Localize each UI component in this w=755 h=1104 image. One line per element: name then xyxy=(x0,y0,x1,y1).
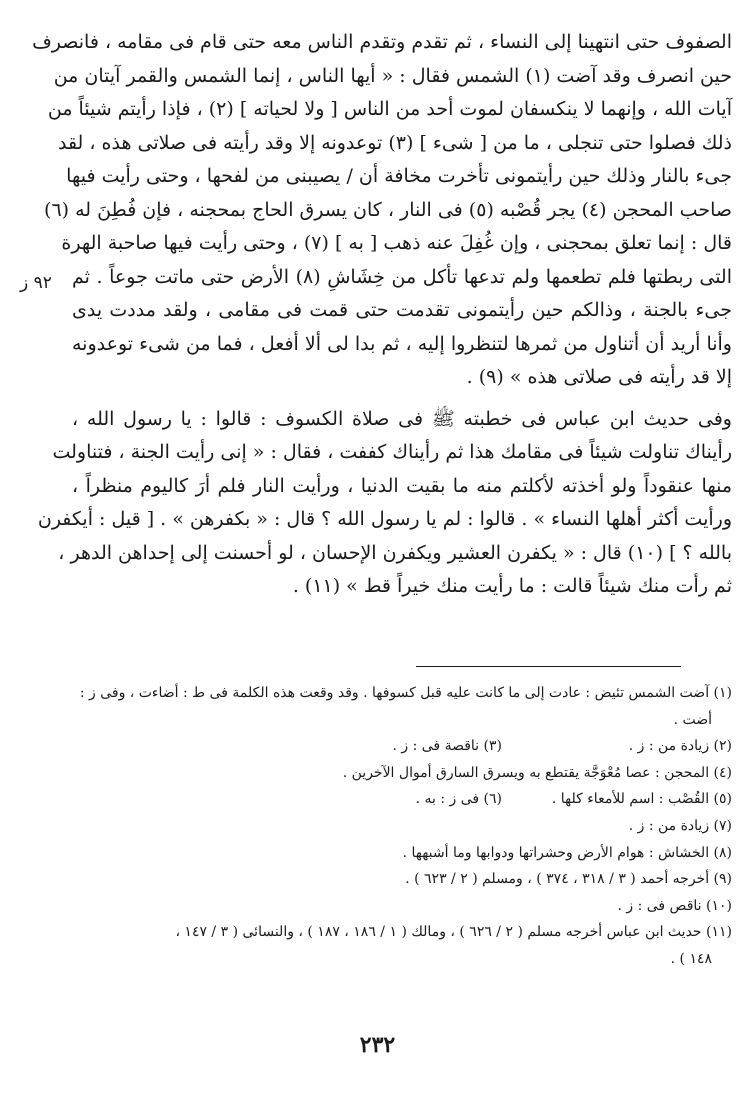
text-line: ثم رأت منك شيئاً قالت : ما رأيت منك خيراً قط » (١١) . xyxy=(292,575,732,597)
footnote-11-continued: ١٤٨ ) . xyxy=(670,950,712,967)
footnote-1: (١) آضت الشمس تئيض : عادت إلى ما كانت عليه قبل كسوفها . وقد وقعت هذه الكلمة فى ط : أضاءت ، وفى ز : xyxy=(79,685,732,701)
footnote-7: (٧) زيادة من : ز . xyxy=(628,817,732,834)
footnote-row xyxy=(72,786,732,813)
text-line: ذلك فصلوا حتى تنجلى ، ما من [ شىء ] (٣) توعدونه إلا وقد رأيته فى صلاتى هذه ، لقد xyxy=(57,131,732,154)
footnote-11: (١١) حديث ابن عباس أخرجه مسلم ( ٢ / ٦٢٦ ) ، ومالك ( ١ / ١٨٦ ، ١٨٧ ) ، والنسائى ( ٣ / ١٤٧ ، xyxy=(175,924,732,941)
text-line: التى ربطتها فلم تطعمها ولم تدعها تأكل من خِشَاشِ (٨) الأرض حتى ماتت جوعاً . ثم xyxy=(72,265,732,288)
page-number: ٢٣٢ xyxy=(359,1032,396,1058)
text-line: صاحب المحجن (٤) يجر قُصْبه (٥) فى النار ، كان يسرق الحاج بمحجنه ، فإن فُطِنَ له (٦) xyxy=(44,198,732,221)
text-line: منها عنقوداً ولو أخذته لأكلتم منه ما بقيت الدنيا ، ورأيت النار فلم أرَ كاليوم منظراً ، xyxy=(72,474,732,497)
text-line: إلا قد رأيته فى صلاتى هذه » (٩) . xyxy=(466,366,732,388)
footnote-4: (٤) المحجن : عصا مُعْوَجَّة يقتطع به ويسرق السارق أموال الآخرين . xyxy=(342,764,732,781)
footnote-separator xyxy=(416,666,681,667)
footnote-10: (١٠) ناقص فى : ز . xyxy=(617,897,732,914)
paragraph-gap xyxy=(72,395,732,403)
footnote-row xyxy=(72,733,732,760)
footnote-2: (٢) زيادة من : ز . xyxy=(628,738,732,755)
footnote-8: (٨) الخشاش : هوام الأرض وحشراتها ودوابها وما أشبهها . xyxy=(402,844,732,861)
text-line: الصفوف حتى انتهينا إلى النساء ، ثم تقدم وتقدم الناس معه حتى قام فى مقامه ، فانصرف xyxy=(32,31,732,53)
text-line: آيات الله ، وإنهما لا ينكسفان لموت أحد من الناس [ ولا لحياته ] (٢) ، فإذا رأيتم شيئاً من xyxy=(47,98,732,120)
paragraph-2 xyxy=(37,403,732,604)
text-line: جىء بالنار وذلك حين رأيتمونى تأخرت مخافة أن / يصيبنى من لفحها ، وحتى رأيت فيها xyxy=(66,165,732,187)
text-line: وفى حديث ابن عباس فى خطبته ﷺ فى صلاة الكسوف : قالوا : يا رسول الله ، xyxy=(72,407,732,430)
text-line: بالله ؟ ] (١٠) قال : « يكفرن العشير ويكفرن الإحسان ، لو أحسنت إلى إحداهن الدهر ، xyxy=(58,541,732,564)
text-line: ورأيت أكثر أهلها النساء » . قالوا : لم يا رسول الله ؟ قال : « بكفرهن » . [ قيل : أيكفرن xyxy=(37,508,732,530)
footnote-6: (٦) فى ز : به . xyxy=(415,791,502,808)
manuscript-folio-marker: ٩٢ ز xyxy=(20,273,52,293)
text-line: حين انصرف وقد آضت (١) الشمس فقال : « أيها الناس ، إنما الشمس والقمر آيتان من xyxy=(53,64,732,87)
footnote-3: (٣) ناقصة فى : ز . xyxy=(392,738,502,755)
footnote-5: (٥) القُصْب : اسم للأمعاء كلها . xyxy=(551,791,732,808)
footnotes xyxy=(72,680,732,973)
text-line: رأيناك تناولت شيئاً فى مقامك هذا ثم رأيناك كففت ، فقال : « إنى رأيت الجنة ، فتناولت xyxy=(52,441,732,463)
text-line: جىء بالجنة ، وذالكم حين رأيتمونى تقدمت حتى قمت فى مقامى ، ولقد مددت يدى xyxy=(72,299,732,321)
text-line: وأنا أريد أن أتناول من ثمرها لتنظروا إليه ، ثم بدا لى ألا أفعل ، فما من شىء توعدونه xyxy=(72,332,732,355)
footnote-9: (٩) أخرجه أحمد ( ٣ / ٣١٨ ، ٣٧٤ ) ، ومسلم ( ٢ / ٦٢٣ ) . xyxy=(405,871,732,888)
footnote-1-continued: أضت . xyxy=(673,711,712,728)
text-line: قال : إنما تعلق بمحجنى ، وإن غُفِلَ عنه ذهب [ به ] (٧) ، وحتى رأيت فيها صاحبة الهرة xyxy=(61,232,732,254)
